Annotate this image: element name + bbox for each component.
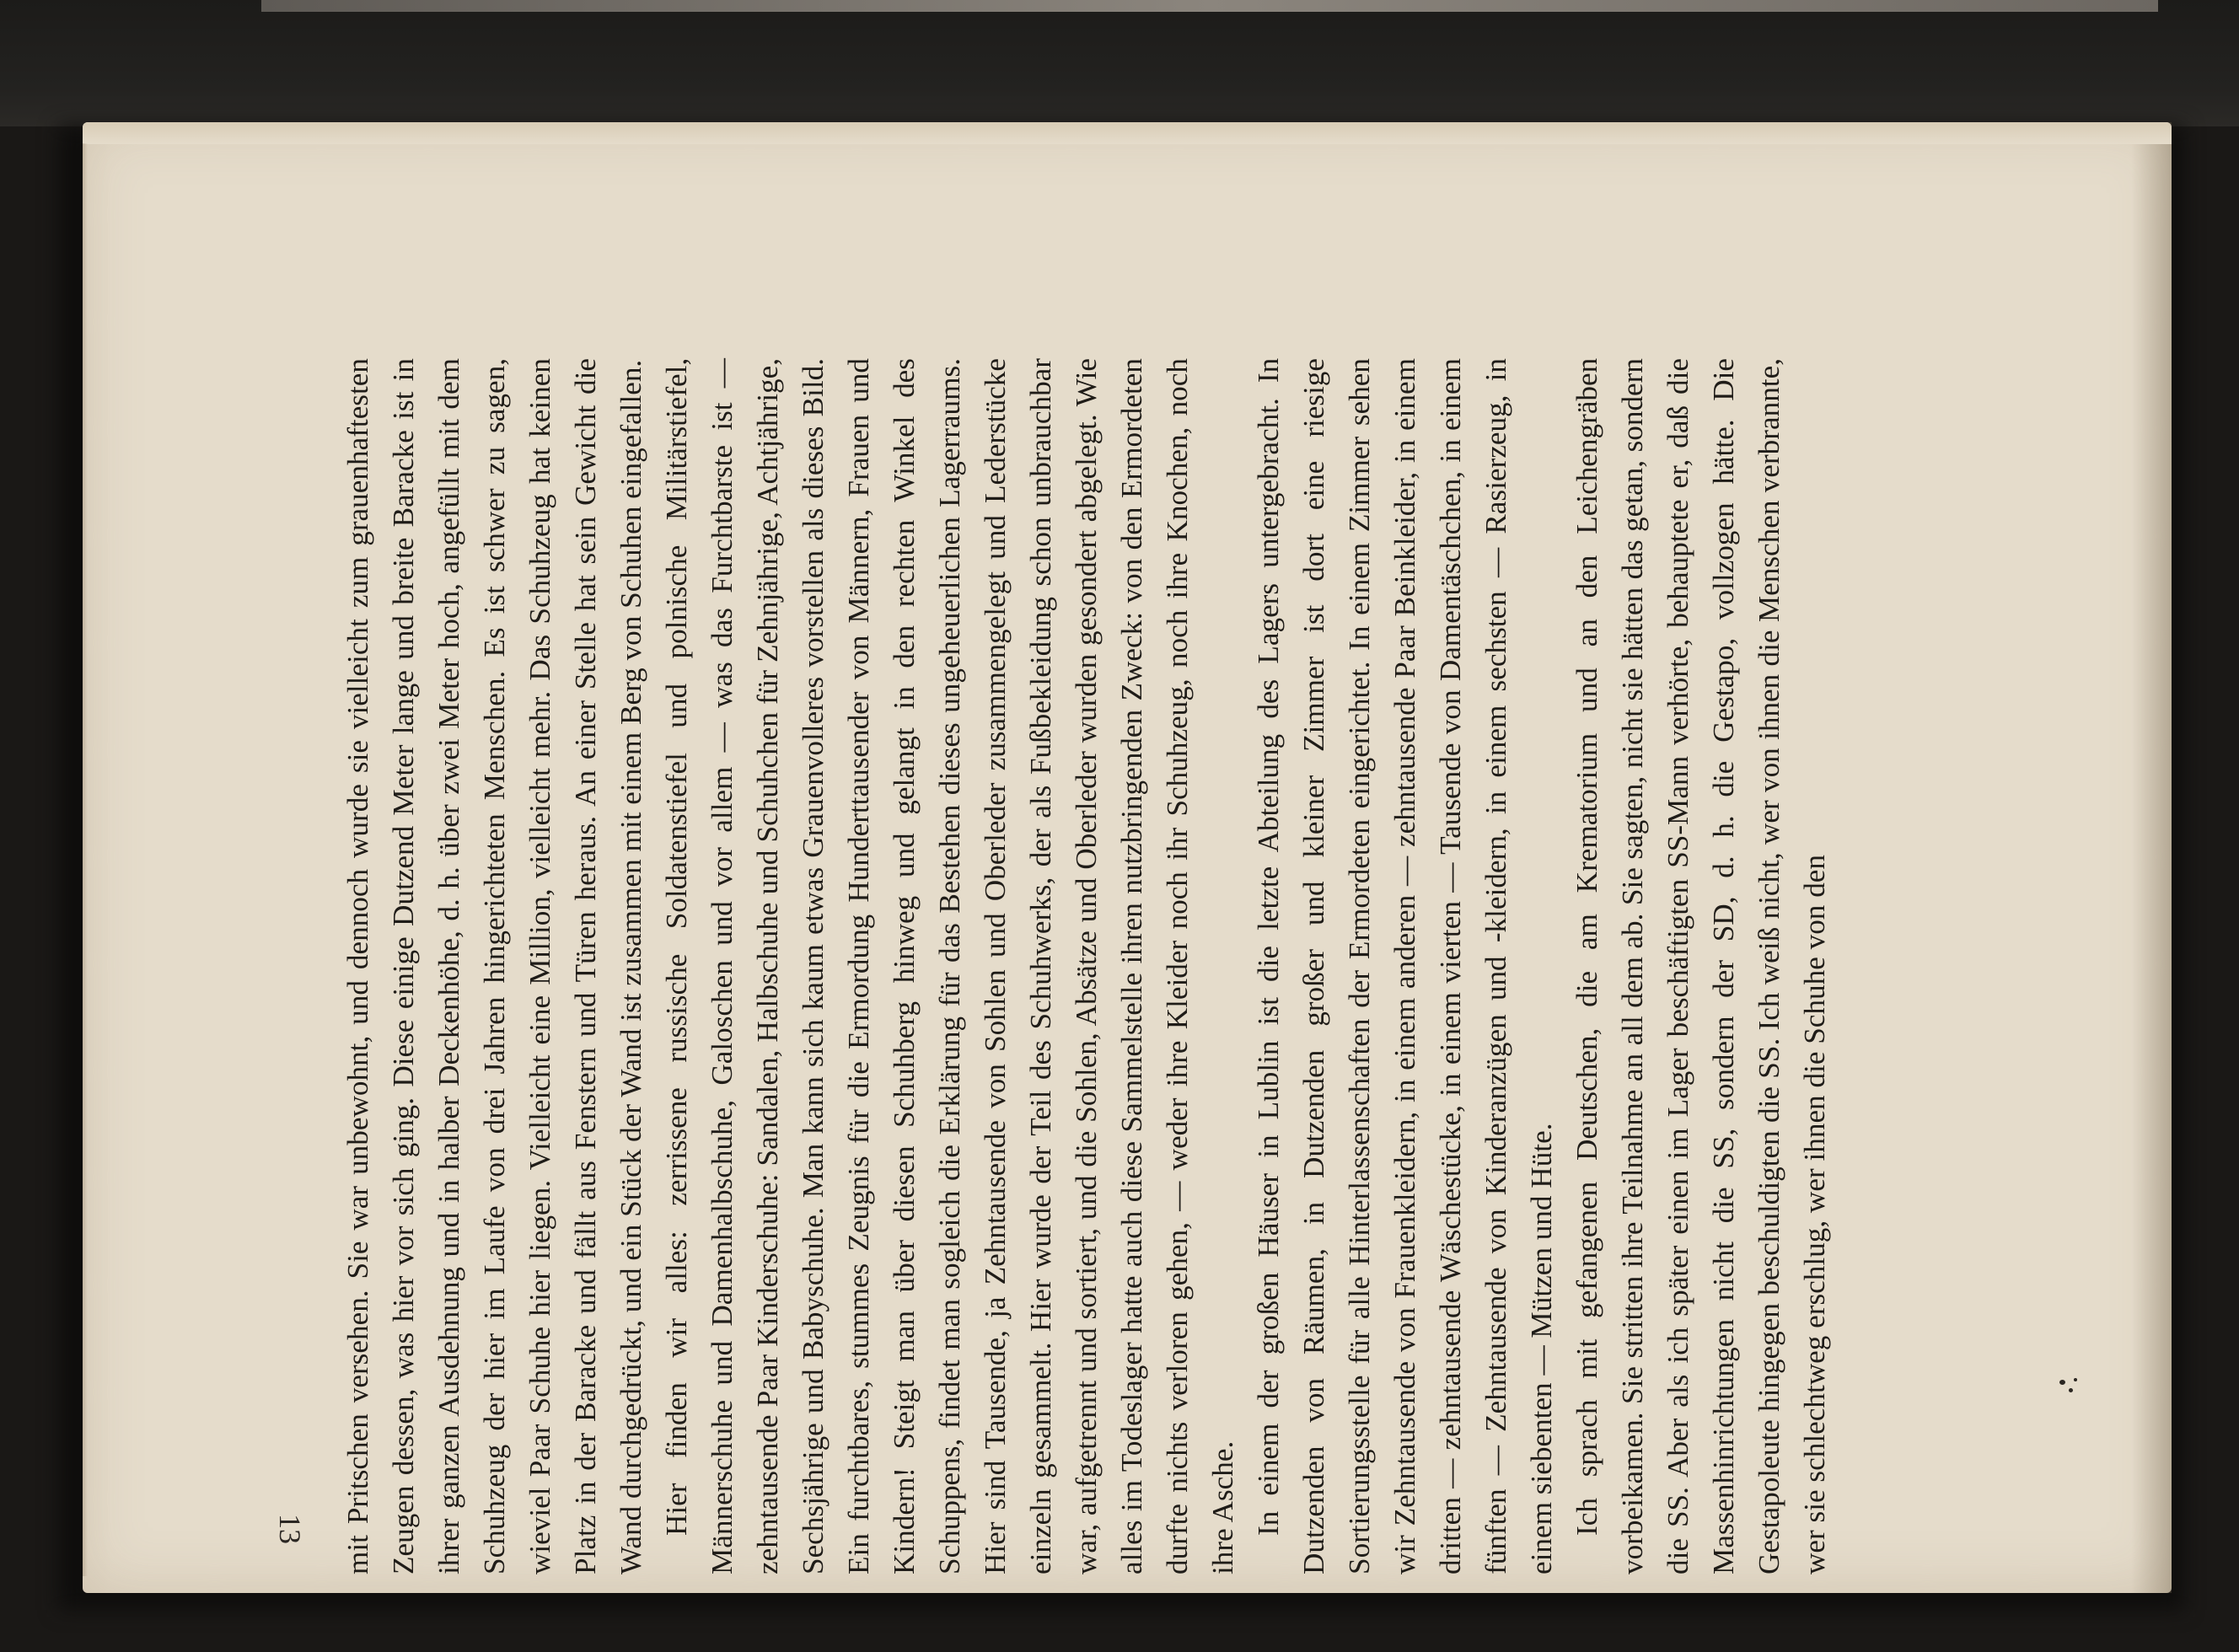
previous-page-edge <box>261 0 2158 12</box>
paragraph-1: mit Pritschen versehen. Sie war unbewohnt, und dennoch wurde sie vielleicht zum grauenhaftesten Zeugen dessen, was hier vor sich ging. Diese einige Dutzend Meter lange und breite Baracke ist in ihrer ganzen Ausdehnung und in halber Deckenhöhe, d. h. über zwei Meter hoch, angefüllt mit dem Schuhzeug der hier im Laufe von drei Jahren hingerichteten Menschen. Es ist schwer zu sagen, wieviel Paar Schuhe hier liegen. Vielleicht eine Million, vielleicht mehr. Das Schuhzeug hat keinen Platz in der Baracke und fällt aus Fenstern und Türen heraus. An einer Stelle hat sein Gewicht die Wand durchgedrückt, und ein Stück der Wand ist zusammen mit einem Berg von Schuhen eingefallen. <box>341 358 647 1574</box>
ink-speck <box>2074 1378 2077 1381</box>
ink-speck <box>2069 1388 2073 1392</box>
paragraph-4: Ich sprach mit gefangenen Deutschen, die am Krematorium und an den Leichengräben vorbeikamen. Sie stritten ihre Teilnahme an all dem ab. Sie sagten, nicht sie hätten das getan, sondern die SS. Aber als ich später einen im Lager beschäftigten SS-Mann verhörte, behauptete er, daß die Massenhinrichtungen nicht die SS, sondern der SD, d. h. die Gestapo, vollzogen hätte. Die Gestapoleute hingegen beschuldigten die SS. Ich weiß nicht, wer von ihnen die Menschen verbrannte, wer sie schlechtweg erschlug, wer ihnen die Schuhe von den <box>1571 358 1831 1574</box>
dark-background <box>0 0 2239 126</box>
page-number: 13 <box>273 1514 307 1544</box>
book-page <box>83 122 2172 1593</box>
paragraph-2: Hier finden wir alles: zerrissene russische Soldatenstiefel und polnische Militärstiefel, Männerschuhe und Damenhalbschuhe, Galoschen und vor allem — was das Furchtbarste ist — zehntausende Paar Kinderschuhe: Sandalen, Halbschuhe und Schuhchen für Zehnjährige, Achtjährige, Sechsjährige und Babyschuhe. Man kann sich kaum etwas Grauenvolleres vorstellen als dieses Bild. Ein furchtbares, stummes Zeugnis für die Ermordung Hunderttausender von Männern, Frauen und Kindern! Steigt man über diesen Schuhberg hinweg und gelangt in den rechten Winkel des Schuppens, findet man sogleich die Erklärung für das Bestehen dieses ungeheuerlichen Lagerraums. Hier sind Tausende, ja Zehntausende von Sohlen und Oberleder zusammengelegt und Lederstücke einzeln gesammelt. Hier wurde der Teil des Schuhwerks, der als Fußbekleidung schon unbrauchbar war, aufgetrennt und sortiert, und die Sohlen, Absätze und Oberleder wurden gesondert abgelegt. Wie alles im Todeslager hatte auch diese Sammelstelle ihren nutzbringenden Zweck: von den Ermordeten durfte nichts verloren gehen, — weder ihre Kleider noch ihr Schuhzeug, noch ihre Knochen, noch ihre Asche. <box>660 358 1239 1574</box>
page-gutter <box>2131 122 2172 1593</box>
paragraph-3: In einem der großen Häuser in Lublin ist die letzte Abteilung des Lagers untergebracht. In Dutzenden von Räumen, in Dutzenden großer und kleiner Zimmer ist dort eine riesige Sortierungsstelle für alle Hinterlassenschaften der Ermordeten eingerichtet. In einem Zimmer sehen wir Zehntausende von Frauenkleidern, in einem anderen — zehntausende Paar Beinkleider, in einem dritten — zehntausende Wäschestücke, in einem vierten — Tausende von Damentäschchen, in einem fünften — Zehntausende von Kinderanzügen und -kleidern, in einem sechsten — Rasierzeug, in einem siebenten — Mützen und Hüte. <box>1252 358 1558 1574</box>
page-top-curl <box>83 122 2172 144</box>
ink-speck <box>2059 1380 2065 1385</box>
body-text <box>336 122 1937 1593</box>
page-edge-shade <box>83 143 88 1576</box>
